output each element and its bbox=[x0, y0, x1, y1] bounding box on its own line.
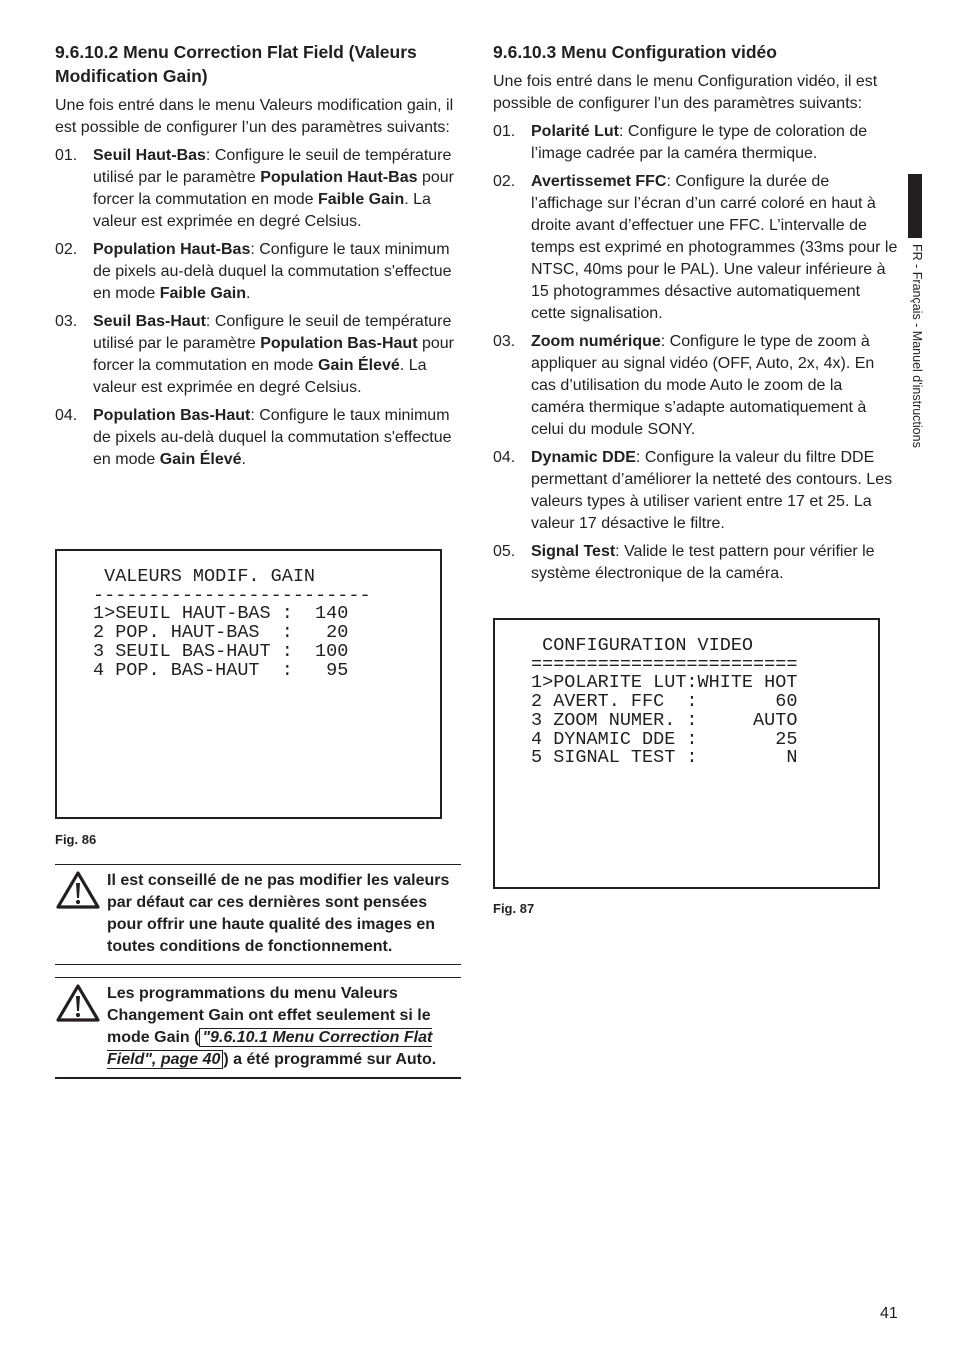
side-tab-marker bbox=[908, 174, 922, 238]
list-item: 02. Avertissemet FFC: Configure la durée de l’affichage sur l’écran d’un carré coloré en haut à droite avant d’effectuer une FFC. L’intervalle de temps est exprimé en photogrammes (33ms pour le NTSC, 40ms pour le PAL). Une valeur inférieure à 15 photogrammes désactive automatiquement cette signalisation. bbox=[493, 173, 898, 322]
list-item: 04. Population Bas-Haut: Configure le taux minimum de pixels au-delà duquel la commutation s'effectue en mode Gain Élevé. bbox=[55, 407, 452, 468]
osd-screen-valeurs-modif-gain: VALEURS MODIF. GAIN ------------------------- 1>SEUIL HAUT-BAS : 140 2 POP. HAUT-BAS : 20 3 SEUIL BAS-HAUT : 100 4 POP. BAS-HAUT : 95 bbox=[55, 549, 442, 819]
figure-caption: Fig. 86 bbox=[55, 832, 97, 847]
list-item: 04. Dynamic DDE: Configure la valeur du filtre DDE permettant d’améliorer la netteté des contours. Les valeurs types à utiliser varient entre 17 et 25. La valeur 17 désactive le filtre. bbox=[493, 449, 893, 532]
osd-screen-configuration-video: CONFIGURATION VIDEO ======================== 1>POLARITE LUT:WHITE HOT 2 AVERT. FFC : 60 3 ZOOM NUMER. : AUTO 4 DYNAMIC DDE : 25 5 SIGNAL TEST : N bbox=[493, 618, 880, 889]
cross-reference-link[interactable]: "9.6.10.1 Menu Correction Flat Field", page 40 bbox=[107, 1029, 433, 1068]
intro-paragraph: Une fois entré dans le menu Valeurs modification gain, il est possible de configurer l’un des paramètres suivants: bbox=[55, 97, 454, 136]
intro-paragraph: Une fois entré dans le menu Configuration vidéo, il est possible de configurer l’un des paramètres suivants: bbox=[493, 73, 878, 112]
section-heading-9-6-10-2: 9.6.10.2 Menu Correction Flat Field (Valeurs Modification Gain) bbox=[55, 42, 417, 86]
list-item: 02. Population Haut-Bas: Configure le taux minimum de pixels au-delà duquel la commutation s'effectue en mode Faible Gain. bbox=[55, 241, 452, 302]
right-column bbox=[493, 40, 898, 591]
list-item: 01. Seuil Haut-Bas: Configure le seuil de température utilisé par le paramètre Population Haut-Bas pour forcer la commutation en mode Faible Gain. La valeur est exprimée en degré Celsius. bbox=[55, 147, 454, 230]
warning-note: Il est conseillé de ne pas modifier les valeurs par défaut car ces dernières sont pensées pour offrir une haute qualité des images en toutes conditions de fonctionnement. bbox=[55, 864, 461, 965]
list-item: 05. Signal Test: Valide le test pattern pour vérifier le système électronique de la caméra. bbox=[493, 543, 875, 582]
warning-note: Les programmations du menu Valeurs Changement Gain ont effet seulement si le mode Gain ( "9.6.10.1 Menu Correction Flat Field", page 40 ) a été programmé sur Auto. bbox=[55, 977, 461, 1079]
list-item: 03. Zoom numérique: Configure le type de zoom à appliquer au signal vidéo (OFF, Auto, 2x, 4x). En cas d’utilisation du mode Auto le zoom de la caméra thermique s’adapte automatiquement à celui du module SONY. bbox=[493, 333, 875, 438]
parameter-list bbox=[55, 145, 462, 471]
figure-caption: Fig. 87 bbox=[493, 901, 535, 916]
list-item: 03. Seuil Bas-Haut: Configure le seuil de température utilisé par le paramètre Population Bas-Haut pour forcer la commutation en mode Gain Élevé. La valeur est exprimée en degré Celsius. bbox=[55, 313, 454, 396]
page-number: 41 bbox=[880, 1305, 898, 1322]
left-column bbox=[55, 40, 462, 477]
warning-triangle-icon bbox=[56, 984, 100, 1022]
side-language-label: FR - Français - Manuel d'instructions bbox=[910, 244, 924, 448]
section-heading-9-6-10-3: 9.6.10.3 Menu Configuration vidéo bbox=[493, 42, 777, 62]
warning-triangle-icon bbox=[56, 871, 100, 909]
parameter-list bbox=[493, 121, 898, 585]
list-item: 01. Polarité Lut: Configure le type de coloration de l’image cadrée par la caméra thermique. bbox=[493, 123, 868, 162]
